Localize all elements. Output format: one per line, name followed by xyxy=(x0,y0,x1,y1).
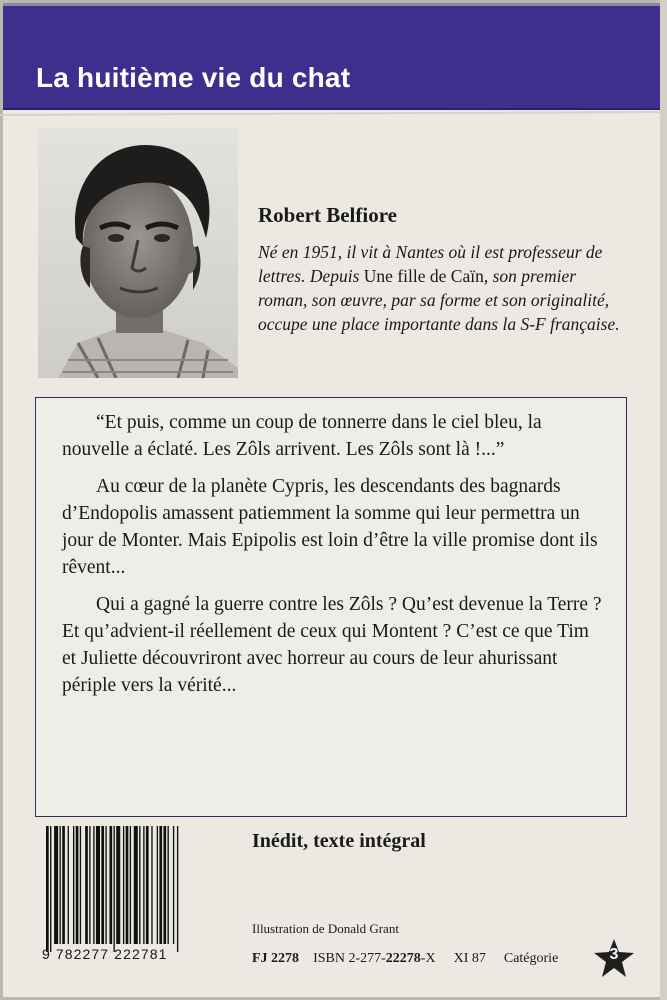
barcode-bar xyxy=(80,826,81,944)
barcode-bar xyxy=(96,826,100,944)
edition-note: Inédit, texte intégral xyxy=(252,830,426,852)
isbn-number xyxy=(313,951,436,967)
publication-info xyxy=(252,951,562,967)
barcode-bar xyxy=(68,826,69,944)
first-novel-title: Une fille de Caïn xyxy=(363,266,484,286)
barcode-bar xyxy=(168,826,169,944)
barcode-bar xyxy=(54,826,58,944)
barcode-bar xyxy=(73,826,74,944)
barcode-bar xyxy=(123,826,124,944)
blurb-text xyxy=(62,409,602,709)
barcode-bar xyxy=(89,826,90,944)
barcode-bar xyxy=(62,826,65,944)
barcode-bar xyxy=(114,826,115,952)
barcode-bar xyxy=(146,826,149,944)
barcode-bar xyxy=(159,826,162,944)
barcode-bar xyxy=(151,826,152,944)
barcode-bar xyxy=(60,826,61,944)
author-portrait xyxy=(38,128,238,378)
barcode-bar xyxy=(93,826,94,944)
category-label: Catégorie xyxy=(503,951,559,966)
barcode-bar xyxy=(143,826,144,944)
catalog-code: FJ 2278 xyxy=(252,951,300,966)
print-date: XI 87 xyxy=(453,951,486,966)
barcode-bar xyxy=(109,826,112,944)
category-number: 3 xyxy=(609,946,619,963)
blurb-paragraph: Au cœur de la planète Cypris, les descendants des bagnards d’Endopolis amassent patiemment la somme qui leur permettra un jour de Monter. Mais Epipolis est loin d’être la ville promise dont ils rêvent... xyxy=(62,476,598,578)
isbn-prefix: ISBN 2-277- xyxy=(313,951,386,966)
barcode-bar xyxy=(177,826,178,952)
worn-top-edge xyxy=(0,0,667,6)
author-bio-text-1: Né en 1951, il vit à Nantes où il est professeur de lettres. Depuis xyxy=(258,242,603,286)
author-bio-text-2: , son premier roman, son œuvre, par sa forme et son originalité, occupe une place importante dans la S-F française. xyxy=(258,266,620,334)
barcode-bar xyxy=(101,826,104,944)
illustration-credit: Illustration de Donald Grant xyxy=(252,921,399,936)
barcode-bar xyxy=(130,826,131,944)
barcode-bar xyxy=(76,826,79,944)
book-title: La huitième vie du chat xyxy=(36,62,351,93)
isbn-suffix: -X xyxy=(420,951,436,966)
author-photo-image xyxy=(38,128,238,378)
barcode-image xyxy=(44,826,220,954)
barcode-bar xyxy=(126,826,129,944)
isbn-bold-part: 22278 xyxy=(385,951,421,966)
barcode-bar xyxy=(173,826,174,944)
barcode-digits: 9 782277 222781 xyxy=(42,946,168,962)
author-bio xyxy=(258,240,620,336)
barcode-bar xyxy=(134,826,138,944)
barcode-bar xyxy=(157,826,158,944)
barcode-bar xyxy=(46,826,49,952)
barcode-bar xyxy=(139,826,140,944)
barcode-bar xyxy=(116,826,120,944)
barcode-bar xyxy=(50,826,51,952)
author-name: Robert Belfiore xyxy=(258,203,397,227)
barcode-bar xyxy=(163,826,166,944)
barcode-bar xyxy=(85,826,88,944)
title-band xyxy=(0,0,667,110)
barcode-bar xyxy=(105,826,106,944)
blurb-paragraph: Qui a gagné la guerre contre les Zôls ? Qu’est devenue la Terre ? Et qu’advient-il réellement de ceux qui Montent ? C’est ce que Tim et Juliette découvriront avec horreur au cours de leur ahurissant périple vers la vérité... xyxy=(62,594,602,696)
blurb-paragraph: “Et puis, comme un coup de tonnerre dans le ciel bleu, la nouvelle a éclaté. Les Zôls arrivent. Les Zôls sont là !...” xyxy=(62,412,542,460)
